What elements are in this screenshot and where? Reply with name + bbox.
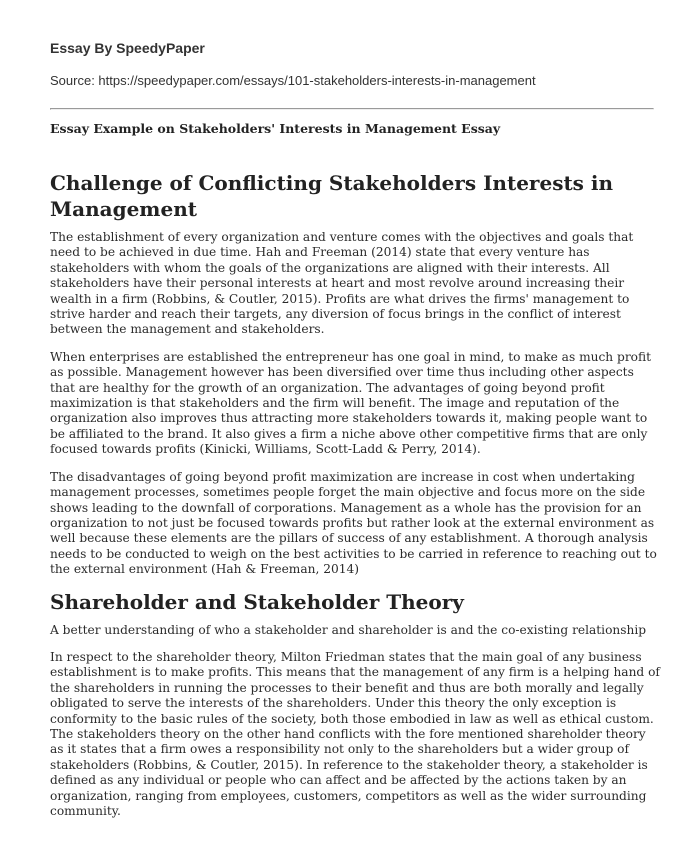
brand-label: Essay By SpeedyPaper [50,40,205,56]
paragraph: In respect to the shareholder theory, Milton Friedman states that the main goal of any business establishment is to make profits. This means that the management of any firm is a helping hand of the shareholders in running the processes to their benefit and thus are both morally and legally obligated to serve the interests of the shareholders. Under this theory the only exception is conformity to the basic rules of the society, both those embodied in law as well as ethical custom. The stakeholders theory on the other hand conflicts with the fore mentioned shareholder theory as it states that a firm owes a responsibility not only to the shareholders but a wider group of stakeholders (Robbins, & Coutler, 2015). In reference to the stakeholder theory, a stakeholder is defined as any individual or people who can affect and be affected by the actions taken by an organization, ranging from employees, customers, competitors as well as the wider surrounding community. [50,649,660,818]
header-divider [50,108,654,110]
section-heading-conflicting-interests: Challenge of Conflicting Stakeholders Interests in Management [50,171,614,221]
paragraph: When enterprises are established the entrepreneur has one goal in mind, to make as much profit as possible. Management however has been diversified over time thus including other aspects that are healthy for the growth of an organization. The advantages of going beyond profit maximization is that stakeholders and the firm will benefit. The image and reputation of the organization also improves thus attracting more stakeholders towards it, making people want to be affiliated to the brand. It also gives a firm a niche above other competitive firms that are only focused towards profits (Kinicki, Williams, Scott-Ladd & Perry, 2014). [50,349,652,457]
essay-subtitle: Essay Example on Stakeholders' Interests in Management Essay [50,121,501,136]
essay-body [50,170,660,831]
paragraph: A better understanding of who a stakeholder and shareholder is and the co-existing relationship [50,622,647,637]
section-heading-shareholder-theory: Shareholder and Stakeholder Theory [50,589,464,614]
paragraph: The disadvantages of going beyond profit maximization are increase in cost when undertaking management processes, sometimes people forget the main objective and focus more on the side shows leading to the downfall of corporations. Management as a whole has the provision for an organization to not just be focused towards profits but rather look at the external environment as well because these elements are the pillars of success of any establishment. A thorough analysis needs to be conducted to weigh on the best activities to be carried in reference to reaching out to the external environment (Hah & Freeman, 2014) [50,469,657,577]
paragraph: The establishment of every organization and venture comes with the objectives and goals that need to be achieved in due time. Hah and Freeman (2014) state that every venture has stakeholders with whom the goals of the organizations are aligned with their interests. All stakeholders have their personal interests at heart and most revolve around increasing their wealth in a firm (Robbins, & Coutler, 2015). Profits are what drives the firms' management to strive harder and reach their targets, any diversion of focus brings in the conflict of interest between the management and stakeholders. [50,230,634,337]
source-line: Source: https://speedypaper.com/essays/101-stakeholders-interests-in-management [50,73,536,88]
